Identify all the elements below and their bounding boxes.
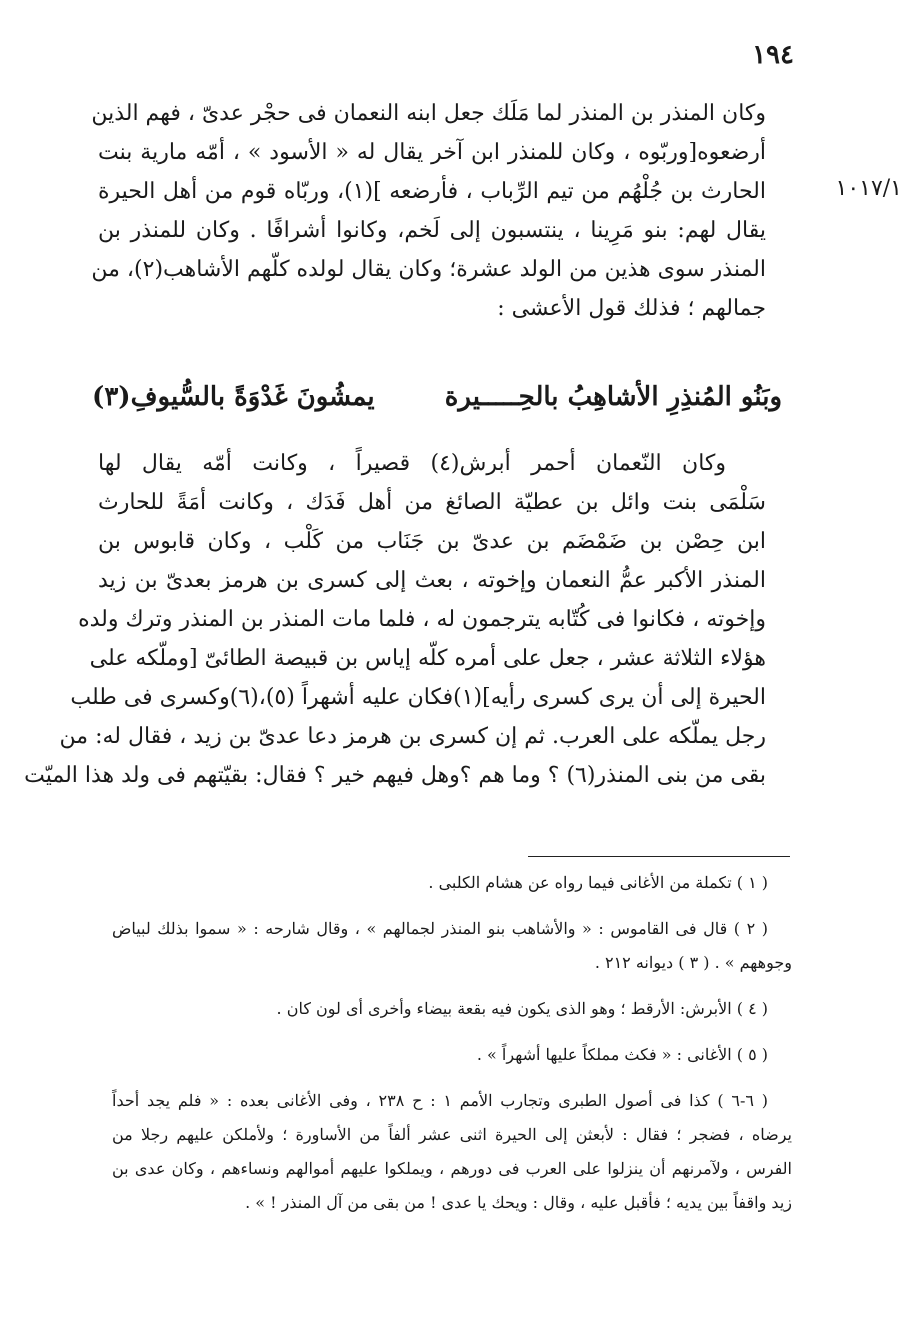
text-line: المنذر سوى هذين من الولد عشرة؛ وكان يقال لولده كلّهم الأشاهب(٢)، من [91, 257, 766, 282]
text-line: وإخوته ، فكانوا فى كُتّابه يترجمون له ، فلما مات المنذر بن المنذر وترك ولده [78, 607, 766, 632]
footnote-2: ( ٢ ) قال فى القاموس : « والأشاهب بنو المنذر لجمالهم » ، وقال شارحه : « سموا بذلك لبياض [112, 919, 769, 938]
text-line: الحيرة إلى أن يرى كسرى رأيه](١)فكان عليه أشهراً (٥)،(٦)وكسرى فى طلب [70, 685, 766, 710]
paragraph-2 [24, 444, 766, 795]
footnote-1: ( ١ ) تكملة من الأغانى فيما رواه عن هشام الكلبى . [428, 873, 768, 892]
text-line: هؤلاء الثلاثة عشر ، جعل على أمره كلّه إياس بن قبيصة الطائىّ [وملّكه على [89, 646, 766, 671]
page-number: ١٩٤ [752, 40, 794, 70]
text-line: رجل يملّكه على العرب. ثم إن كسرى بن هرمز دعا عدىّ بن زيد ، فقال له: من [59, 724, 766, 749]
footnote-separator [528, 856, 790, 857]
text-line: المنذر الأكبر عمُّ النعمان وإخوته ، بعث إلى كسرى بن هرمز بعدىّ بن زيد [98, 568, 766, 593]
verse-hemistich-second: يمشُونَ غَدْوَةً بالسُّيوفِ(٣) [92, 382, 375, 412]
footnote-6-continued: زيد واقفاً بين يديه ؛ فأقبل عليه ، وقال : ويحك يا عدى ! من بقى من آل المنذر ! » . [245, 1193, 792, 1212]
footnote-4: ( ٤ ) الأبرش: الأرقط ؛ وهو الذى يكون فيه بقعة بيضاء وأخرى أى لون كان . [276, 999, 768, 1018]
footnote-5: ( ٥ ) الأغانى : « فكث مملكاً عليها أشهراً » . [476, 1045, 768, 1064]
footnote-6-continued: الفرس ، ولآمرنهم أن ينزلوا على العرب فى دورهم ، ويملكوا عليهم أموالهم ونساءهم ، وكان عدى بن [112, 1159, 792, 1178]
text-line: الحارث بن جُلْهُم من تيم الرِّباب ، فأرضعه ](١)، وربّاه قوم من أهل الحيرة [98, 179, 766, 204]
footnote-6-continued: يرضاه ، فضجر ؛ فقال : لأبعثن إلى الحيرة اثنى عشر ألفاً من الأساورة ؛ ولأملكن عليهم رجلا من [112, 1125, 792, 1144]
footnotes [112, 866, 792, 1220]
text-line: يقال لهم: بنو مَرِينا ، ينتسبون إلى لَخم، وكانوا أشرافًا . وكان للمنذر بن [98, 218, 766, 243]
text-line: وكان النّعمان أحمر أبرش(٤) قصيراً ، وكانت أمّه يقال لها [98, 451, 726, 476]
text-line: ابن حِصْن بن ضَمْضَم بن عدىّ بن جَنَاب من كَلْب ، وكان قابوس بن [98, 529, 766, 554]
text-line: بقى من بنى المنذر(٦) ؟ وما هم ؟وهل فيهم خير ؟ فقال: بقيّتهم فى ولد هذا الميّت [24, 763, 766, 788]
footnote-2-continued: وجوههم » . ( ٣ ) ديوانه ٢١٢ . [594, 953, 792, 972]
paragraph-1 [91, 94, 766, 328]
poetry-verse [92, 372, 782, 422]
footnote-6: ( ٦-٦ ) كذا فى أصول الطبرى وتجارب الأمم ١ : ح ٢٣٨ ، وفى الأغانى بعده : « فلم يجد أحداً [112, 1091, 768, 1110]
text-line: سَلْمَى بنت وائل بن عطيّة الصائغ من أهل فَدَك ، وكانت أمَةً للحارث [98, 490, 766, 515]
margin-reference: ١٠١٧/١ [835, 176, 902, 201]
text-line: جمالهم ؛ فذلك قول الأعشى : [497, 296, 766, 321]
verse-hemistich-first: وبَنُو المُنذِرِ الأشاهِبُ بالحِـــــيرة [444, 382, 782, 412]
text-line: أرضعوه[وربّوه ، وكان للمنذر ابن آخر يقال له « الأسود » ، أمّه مارية بنت [98, 140, 766, 165]
text-line: وكان المنذر بن المنذر لما مَلَك جعل ابنه النعمان فى حجْر عدىّ ، فهم الذين [91, 101, 766, 126]
